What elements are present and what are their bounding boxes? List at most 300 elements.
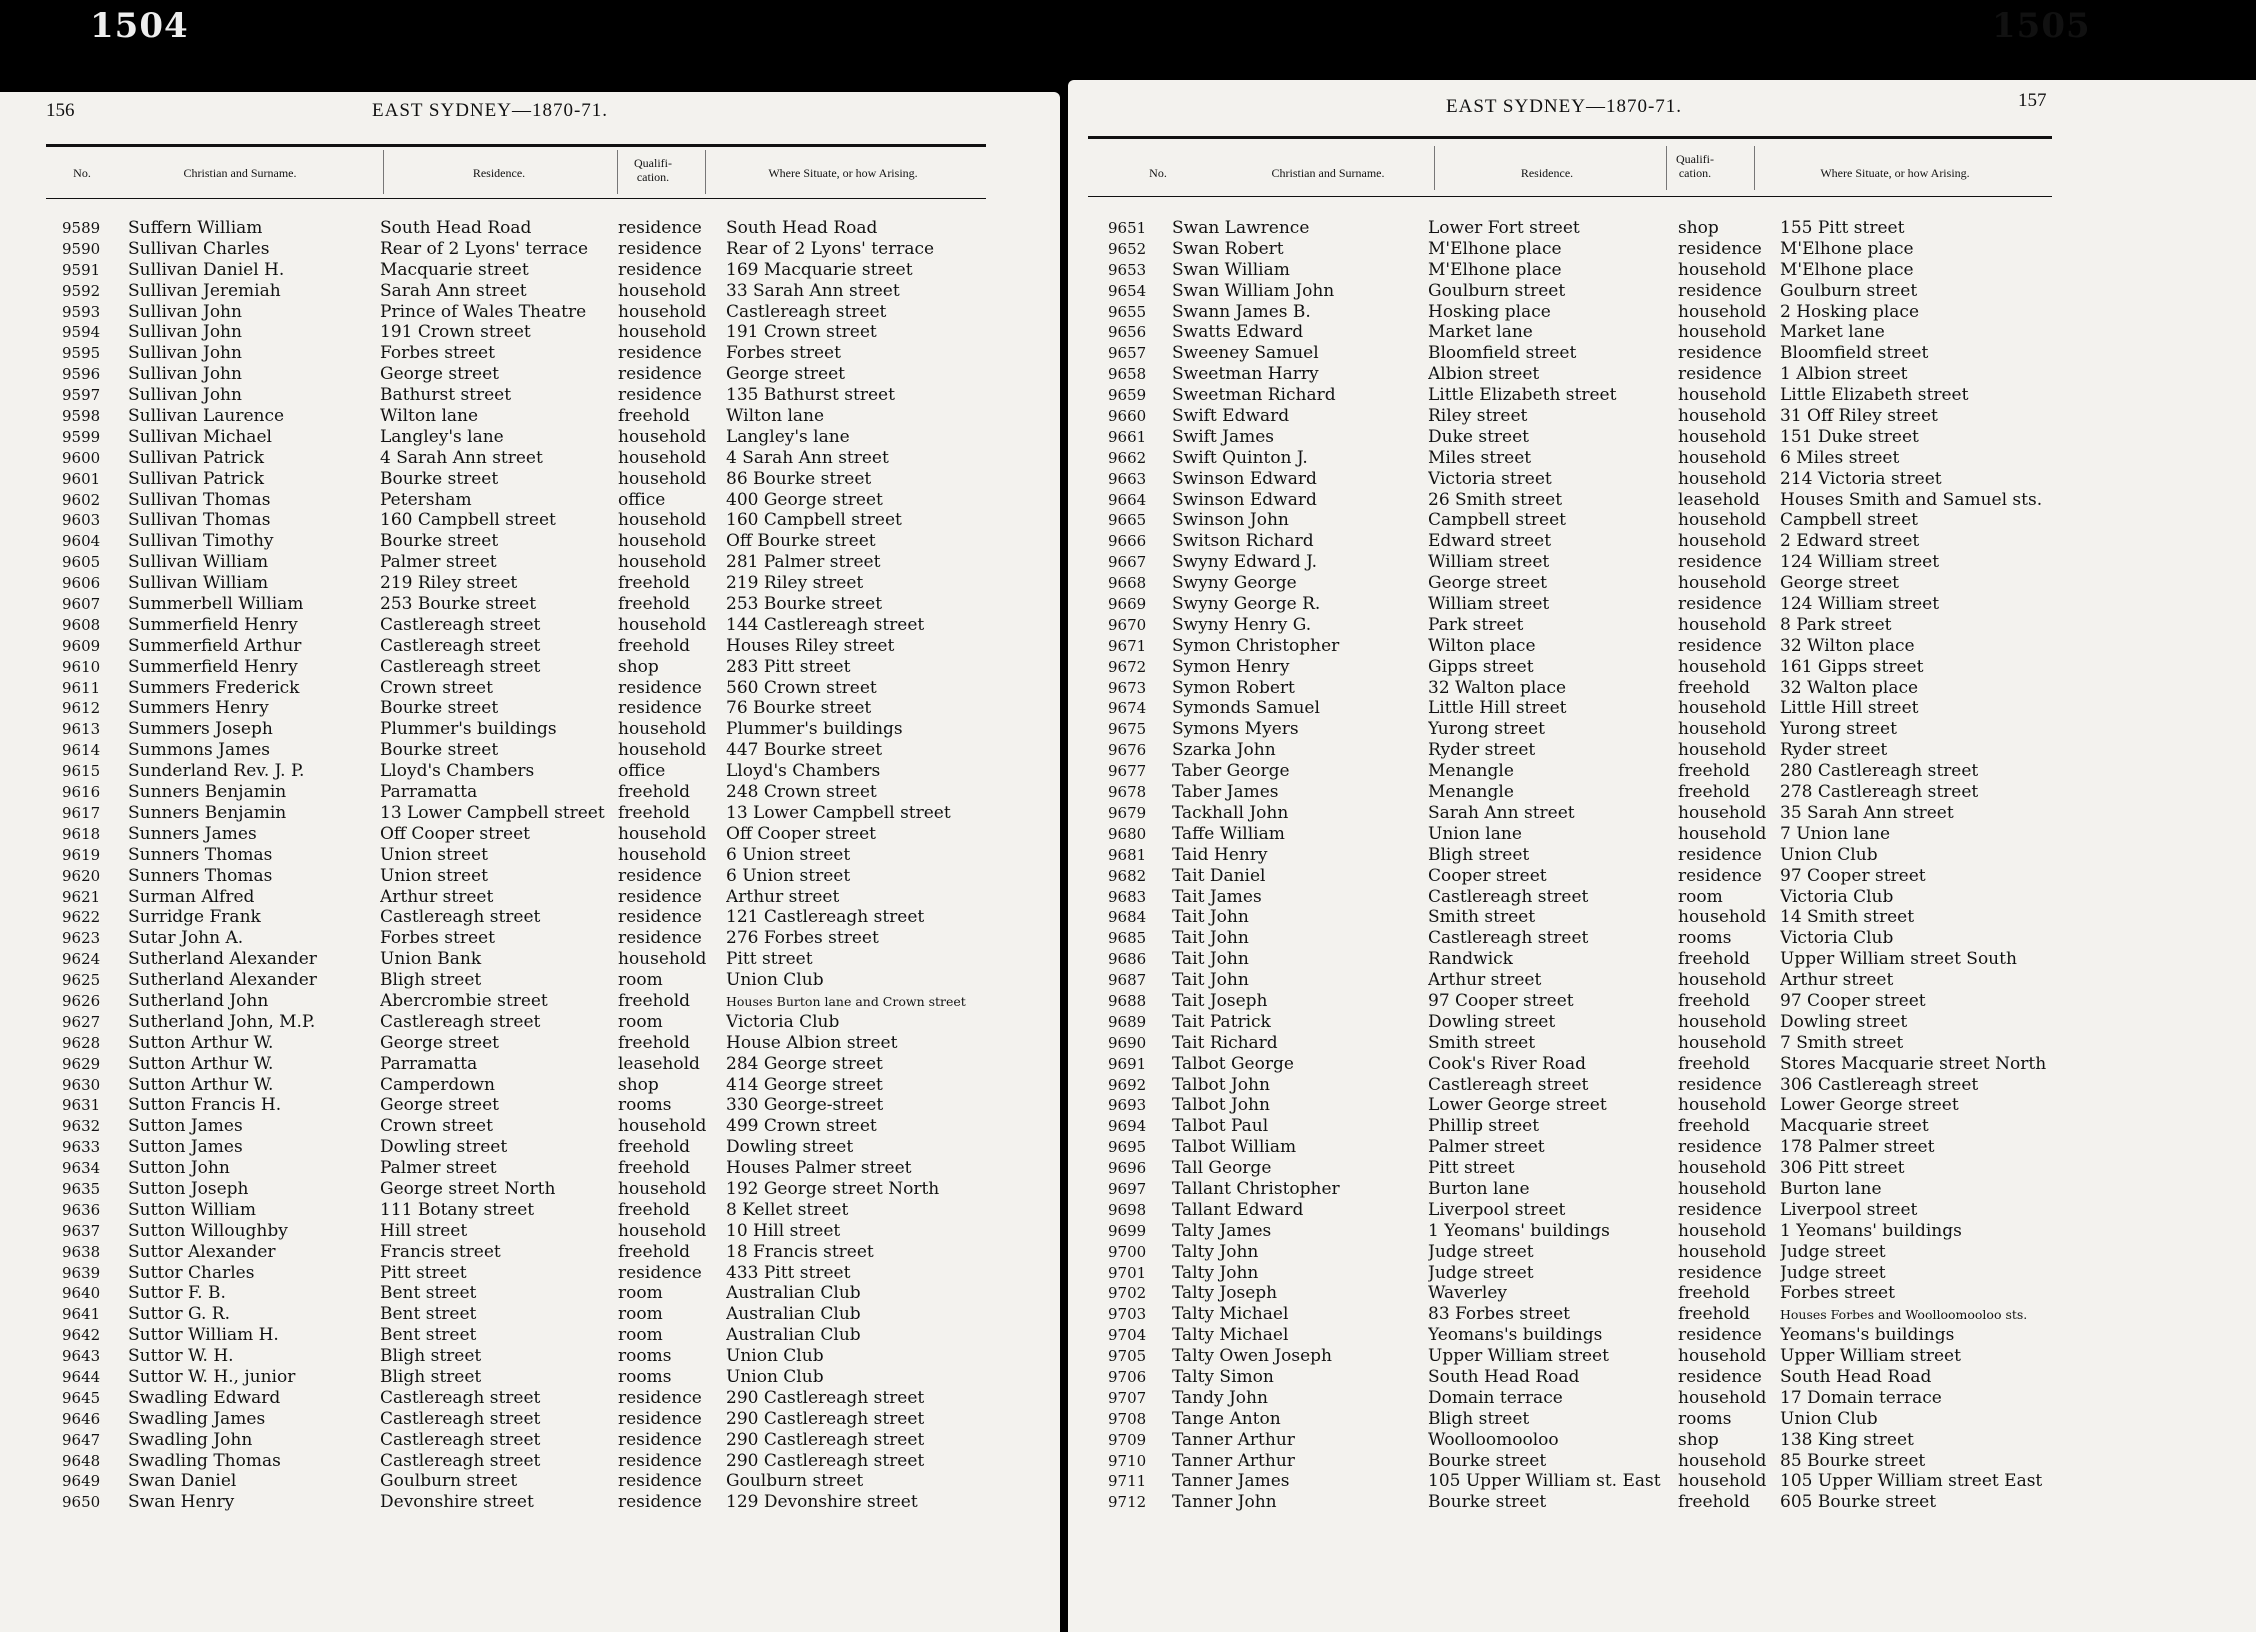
- right-page: [1068, 80, 2256, 1632]
- where-situate: 76 Bourke street: [726, 698, 872, 719]
- voter-name: Sunderland Rev. J. P.: [128, 761, 305, 782]
- table-row: [0, 970, 1060, 991]
- table-row: [0, 782, 1060, 803]
- voter-name: Swan Henry: [128, 1492, 235, 1513]
- where-situate: 447 Bourke street: [726, 740, 883, 761]
- voter-name: Summons James: [128, 740, 271, 761]
- voter-name: Swyny George: [1172, 573, 1297, 594]
- col-divider: [383, 150, 384, 194]
- table-row: [0, 406, 1060, 427]
- where-situate: 219 Riley street: [726, 573, 864, 594]
- residence: Union Bank: [380, 949, 482, 970]
- residence: Goulburn street: [1428, 280, 1566, 301]
- entry-number: 9623: [62, 929, 101, 948]
- residence: Rear of 2 Lyons' terrace: [380, 238, 589, 259]
- table-row: [0, 1325, 1060, 1346]
- where-situate: 178 Palmer street: [1780, 1137, 1935, 1158]
- residence: Albion street: [1428, 364, 1540, 385]
- table-row: [1068, 281, 2256, 302]
- table-row: [1068, 406, 2256, 427]
- qualification: rooms: [1678, 928, 1732, 949]
- residence: Macquarie street: [380, 259, 529, 280]
- voter-name: Taber George: [1172, 761, 1290, 782]
- qualification: residence: [618, 677, 702, 698]
- voter-name: Tait Joseph: [1172, 990, 1268, 1011]
- table-row: [0, 385, 1060, 406]
- entry-number: 9695: [1108, 1138, 1147, 1157]
- where-situate: George street: [726, 364, 845, 385]
- voter-name: Suttor Alexander: [128, 1241, 276, 1262]
- left-page-number: 156: [46, 100, 75, 121]
- voter-name: Tait John: [1172, 907, 1249, 928]
- voter-name: Tait John: [1172, 949, 1249, 970]
- qualification: household: [1678, 698, 1767, 719]
- voter-name: Sweetman Richard: [1172, 385, 1336, 406]
- where-situate: 14 Smith street: [1780, 907, 1915, 928]
- voter-name: Tait John: [1172, 928, 1249, 949]
- voter-name: Taber James: [1172, 782, 1279, 803]
- qualification: residence: [1678, 635, 1762, 656]
- voter-name: Sullivan William: [128, 573, 269, 594]
- voter-name: Swatts Edward: [1172, 322, 1304, 343]
- residence: Little Elizabeth street: [1428, 385, 1617, 406]
- entry-number: 9681: [1108, 845, 1147, 864]
- where-situate: 281 Palmer street: [726, 552, 881, 573]
- voter-name: Tait Patrick: [1172, 1011, 1271, 1032]
- header-rule-top: [1088, 136, 2052, 139]
- col-header-residence: Residence.: [472, 166, 526, 180]
- qualification: residence: [618, 1387, 702, 1408]
- qualification: household: [618, 1178, 707, 1199]
- table-row: [0, 281, 1060, 302]
- qualification: room: [618, 1304, 663, 1325]
- entry-number: 9657: [1108, 344, 1147, 363]
- voter-name: Talbot John: [1172, 1095, 1270, 1116]
- qualification: household: [1678, 970, 1767, 991]
- entry-number: 9709: [1108, 1430, 1147, 1449]
- voter-name: Tanner Arthur: [1172, 1450, 1295, 1471]
- where-situate: 6 Union street: [726, 865, 851, 886]
- voter-name: Talty Owen Joseph: [1172, 1346, 1332, 1367]
- voter-name: Sutton Joseph: [128, 1178, 249, 1199]
- residence: 97 Cooper street: [1428, 990, 1574, 1011]
- residence: Plummer's buildings: [380, 719, 557, 740]
- residence: Campbell street: [1428, 510, 1567, 531]
- residence: Judge street: [1428, 1241, 1534, 1262]
- voter-name: Suttor F. B.: [128, 1283, 226, 1304]
- where-situate: 290 Castlereagh street: [726, 1387, 925, 1408]
- table-row: [1068, 1471, 2256, 1492]
- voter-name: Sullivan Patrick: [128, 468, 265, 489]
- where-situate: 253 Bourke street: [726, 594, 883, 615]
- entry-number: 9630: [62, 1075, 101, 1094]
- voter-name: Suttor W. H., junior: [128, 1366, 296, 1387]
- residence: Hill street: [380, 1220, 468, 1241]
- qualification: residence: [618, 238, 702, 259]
- table-row: [1068, 907, 2256, 928]
- voter-name: Tait James: [1172, 886, 1262, 907]
- qualification: household: [1678, 823, 1767, 844]
- voter-name: Swan Daniel: [128, 1471, 237, 1492]
- qualification: leasehold: [618, 1053, 700, 1074]
- table-row: [0, 427, 1060, 448]
- entry-number: 9619: [62, 845, 101, 864]
- where-situate: 306 Castlereagh street: [1780, 1074, 1979, 1095]
- entry-number: 9614: [62, 741, 101, 760]
- table-row: [1068, 719, 2256, 740]
- table-row: [0, 1054, 1060, 1075]
- table-row: [1068, 1200, 2256, 1221]
- entry-number: 9617: [62, 803, 101, 822]
- table-row: [1068, 1451, 2256, 1472]
- voter-name: Sutar John A.: [128, 928, 244, 949]
- entry-number: 9653: [1108, 260, 1147, 279]
- where-situate: Yeomans's buildings: [1780, 1325, 1955, 1346]
- table-row: [1068, 803, 2256, 824]
- table-row: [0, 928, 1060, 949]
- voter-name: Swan Lawrence: [1172, 218, 1310, 238]
- qualification: shop: [618, 656, 659, 677]
- table-row: [1068, 552, 2256, 573]
- residence: 105 Upper William st. East: [1428, 1471, 1661, 1492]
- voter-name: Switson Richard: [1172, 531, 1314, 552]
- entry-number: 9631: [62, 1096, 101, 1115]
- col-header-name: Christian and Surname.: [183, 166, 297, 180]
- where-situate: 138 King street: [1780, 1429, 1914, 1450]
- residence: Waverley: [1428, 1283, 1508, 1304]
- qualification: freehold: [618, 802, 691, 823]
- residence: Castlereagh street: [380, 1011, 541, 1032]
- residence: Bourke street: [1428, 1492, 1547, 1513]
- voter-name: Sunners James: [128, 823, 257, 844]
- entry-number: 9712: [1108, 1493, 1147, 1512]
- voter-name: Tanner Arthur: [1172, 1429, 1295, 1450]
- qualification: residence: [1678, 1262, 1762, 1283]
- voter-name: Summers Henry: [128, 698, 269, 719]
- col-divider: [1754, 146, 1755, 190]
- where-situate: Union Club: [726, 970, 824, 991]
- qualification: residence: [1678, 1137, 1762, 1158]
- voter-name: Sutton Arthur W.: [128, 1074, 274, 1095]
- voter-name: Sullivan Michael: [128, 426, 272, 447]
- qualification: freehold: [1678, 782, 1751, 803]
- voter-name: Summerfield Henry: [128, 614, 298, 635]
- entry-number: 9710: [1108, 1451, 1147, 1470]
- where-situate: Goulburn street: [1780, 280, 1918, 301]
- where-situate: Dowling street: [1780, 1011, 1908, 1032]
- voter-name: Swift James: [1172, 426, 1275, 447]
- entry-number: 9702: [1108, 1284, 1147, 1303]
- qualification: freehold: [1678, 1492, 1751, 1513]
- where-situate: 17 Domain terrace: [1780, 1387, 1942, 1408]
- voter-name: Sutton John: [128, 1158, 230, 1179]
- where-situate: George street: [1780, 573, 1899, 594]
- where-situate: 414 George street: [726, 1074, 883, 1095]
- entry-number: 9655: [1108, 302, 1147, 321]
- table-row: [0, 1075, 1060, 1096]
- table-row: [0, 1116, 1060, 1137]
- where-situate: Langley's lane: [726, 426, 850, 447]
- qualification: household: [1678, 1471, 1767, 1492]
- voter-name: Talbot William: [1172, 1137, 1297, 1158]
- qualification: room: [618, 970, 663, 991]
- residence: Castlereagh street: [380, 635, 541, 656]
- table-row: [1068, 615, 2256, 636]
- residence: Bloomfield street: [1428, 343, 1577, 364]
- voter-name: Sutton Francis H.: [128, 1095, 282, 1116]
- residence: 191 Crown street: [380, 322, 531, 343]
- entry-number: 9674: [1108, 699, 1147, 718]
- qualification: freehold: [618, 1137, 691, 1158]
- entry-number: 9616: [62, 783, 101, 802]
- table-row: [0, 1346, 1060, 1367]
- table-row: [1068, 866, 2256, 887]
- residence: Sarah Ann street: [1428, 802, 1575, 823]
- where-situate: Forbes street: [1780, 1283, 1895, 1304]
- qualification: room: [618, 1325, 663, 1346]
- where-situate: Australian Club: [726, 1283, 861, 1304]
- voter-name: Sutherland John: [128, 990, 269, 1011]
- voter-name: Tanner John: [1172, 1492, 1277, 1513]
- entry-number: 9601: [62, 469, 101, 488]
- where-situate: 135 Bathurst street: [726, 385, 895, 406]
- table-row: [1068, 490, 2256, 511]
- entry-number: 9693: [1108, 1096, 1147, 1115]
- voter-name: Sullivan Thomas: [128, 489, 271, 510]
- where-situate: 161 Gipps street: [1780, 656, 1924, 677]
- where-situate: 8 Park street: [1780, 614, 1892, 635]
- where-situate: Houses Burton lane and Crown street: [726, 993, 966, 1009]
- table-row: [0, 510, 1060, 531]
- residence: M'Elhone place: [1428, 238, 1562, 259]
- residence: Burton lane: [1428, 1178, 1530, 1199]
- residence: Cooper street: [1428, 865, 1547, 886]
- qualification: residence: [618, 218, 702, 238]
- residence: Bligh street: [380, 970, 482, 991]
- residence: Sarah Ann street: [380, 280, 527, 301]
- entry-number: 9682: [1108, 866, 1147, 885]
- residence: Wilton place: [1428, 635, 1536, 656]
- qualification: residence: [618, 1471, 702, 1492]
- table-row: [0, 845, 1060, 866]
- voter-name: Suffern William: [128, 218, 263, 238]
- entry-number: 9675: [1108, 720, 1147, 739]
- voter-name: Symon Robert: [1172, 677, 1295, 698]
- entry-number: 9696: [1108, 1159, 1147, 1178]
- residence: Duke street: [1428, 426, 1529, 447]
- right-entries-table: [1068, 218, 2256, 1513]
- entry-number: 9678: [1108, 783, 1147, 802]
- entry-number: 9656: [1108, 323, 1147, 342]
- where-situate: Lower George street: [1780, 1095, 1959, 1116]
- qualification: rooms: [618, 1366, 672, 1387]
- entry-number: 9603: [62, 511, 101, 530]
- qualification: household: [1678, 259, 1767, 280]
- residence: 26 Smith street: [1428, 489, 1563, 510]
- where-situate: Plummer's buildings: [726, 719, 903, 740]
- table-row: [1068, 1116, 2256, 1137]
- residence: Crown street: [380, 1116, 493, 1137]
- where-situate: 85 Bourke street: [1780, 1450, 1926, 1471]
- residence: Castlereagh street: [380, 1429, 541, 1450]
- entry-number: 9673: [1108, 678, 1147, 697]
- residence: Menangle: [1428, 782, 1514, 803]
- table-row: [1068, 740, 2256, 761]
- where-situate: 290 Castlereagh street: [726, 1429, 925, 1450]
- residence: M'Elhone place: [1428, 259, 1562, 280]
- qualification: freehold: [1678, 1283, 1751, 1304]
- table-row: [1068, 1430, 2256, 1451]
- table-row: [1068, 887, 2256, 908]
- voter-name: Swift Edward: [1172, 406, 1290, 427]
- qualification: household: [618, 949, 707, 970]
- entry-number: 9688: [1108, 991, 1147, 1010]
- entry-number: 9662: [1108, 448, 1147, 467]
- residence: Prince of Wales Theatre: [380, 301, 587, 322]
- right-folio-stamp: 1505: [1992, 6, 2091, 46]
- table-row: [0, 678, 1060, 699]
- residence: 253 Bourke street: [380, 594, 537, 615]
- entry-number: 9687: [1108, 971, 1147, 990]
- voter-name: Swinson John: [1172, 510, 1289, 531]
- residence: Bligh street: [380, 1366, 482, 1387]
- entry-number: 9692: [1108, 1075, 1147, 1094]
- where-situate: 400 George street: [726, 489, 883, 510]
- table-row: [0, 1242, 1060, 1263]
- entry-number: 9594: [62, 323, 101, 342]
- voter-name: Tait Richard: [1172, 1032, 1278, 1053]
- residence: Arthur street: [1428, 970, 1542, 991]
- where-situate: Liverpool street: [1780, 1199, 1918, 1220]
- entry-number: 9694: [1108, 1117, 1147, 1136]
- qualification: household: [618, 468, 707, 489]
- residence: Park street: [1428, 614, 1524, 635]
- voter-name: Talbot John: [1172, 1074, 1270, 1095]
- where-situate: 86 Bourke street: [726, 468, 872, 489]
- residence: Randwick: [1428, 949, 1513, 970]
- residence: Crown street: [380, 677, 493, 698]
- table-row: [0, 1492, 1060, 1513]
- entry-number: 9628: [62, 1033, 101, 1052]
- qualification: household: [1678, 907, 1767, 928]
- entry-number: 9666: [1108, 532, 1147, 551]
- where-situate: Goulburn street: [726, 1471, 864, 1492]
- voter-name: Sutherland Alexander: [128, 949, 317, 970]
- residence: 111 Botany street: [380, 1199, 535, 1220]
- where-situate: Arthur street: [726, 886, 840, 907]
- where-situate: Off Bourke street: [726, 531, 876, 552]
- voter-name: Suttor G. R.: [128, 1304, 231, 1325]
- table-row: [0, 364, 1060, 385]
- qualification: freehold: [618, 1032, 691, 1053]
- qualification: household: [618, 740, 707, 761]
- where-situate: 32 Walton place: [1780, 677, 1919, 698]
- table-row: [0, 1179, 1060, 1200]
- where-situate: South Head Road: [726, 218, 878, 238]
- residence: Bent street: [380, 1304, 477, 1325]
- table-row: [0, 887, 1060, 908]
- qualification: freehold: [1678, 677, 1751, 698]
- qualification: household: [618, 447, 707, 468]
- residence: Yurong street: [1428, 719, 1545, 740]
- voter-name: Sutton James: [128, 1137, 243, 1158]
- qualification: freehold: [618, 573, 691, 594]
- residence: Wilton lane: [380, 406, 479, 427]
- where-situate: Upper William street South: [1780, 949, 2017, 970]
- entry-number: 9644: [62, 1367, 101, 1386]
- voter-name: Suttor William H.: [128, 1325, 279, 1346]
- voter-name: Summers Frederick: [128, 677, 300, 698]
- voter-name: Talty Simon: [1172, 1366, 1274, 1387]
- table-row: [1068, 970, 2256, 991]
- qualification: household: [1678, 531, 1767, 552]
- qualification: residence: [618, 928, 702, 949]
- qualification: household: [618, 301, 707, 322]
- voter-name: Sullivan Jeremiah: [128, 280, 281, 301]
- entry-number: 9679: [1108, 803, 1147, 822]
- residence: Palmer street: [1428, 1137, 1545, 1158]
- table-row: [0, 490, 1060, 511]
- entry-number: 9684: [1108, 908, 1147, 927]
- where-situate: Castlereagh street: [726, 301, 887, 322]
- left-page: [0, 92, 1060, 1632]
- entry-number: 9641: [62, 1305, 101, 1324]
- entry-number: 9599: [62, 427, 101, 446]
- table-row: [0, 1283, 1060, 1304]
- residence: Yeomans's buildings: [1428, 1325, 1603, 1346]
- entry-number: 9676: [1108, 741, 1147, 760]
- entry-number: 9597: [62, 386, 101, 405]
- col-divider: [617, 150, 618, 194]
- where-situate: 6 Union street: [726, 844, 851, 865]
- table-row: [1068, 469, 2256, 490]
- residence: Union street: [380, 865, 488, 886]
- where-situate: Pitt street: [726, 949, 813, 970]
- qualification: room: [1678, 886, 1723, 907]
- where-situate: 13 Lower Campbell street: [726, 802, 951, 823]
- qualification: residence: [618, 259, 702, 280]
- qualification: residence: [618, 364, 702, 385]
- where-situate: 97 Cooper street: [1780, 865, 1926, 886]
- where-situate: 105 Upper William street East: [1780, 1471, 2043, 1492]
- residence: Castlereagh street: [380, 614, 541, 635]
- voter-name: Tange Anton: [1172, 1408, 1281, 1429]
- residence: 1 Yeomans' buildings: [1428, 1220, 1610, 1241]
- voter-name: Talty Michael: [1172, 1325, 1289, 1346]
- table-row: [0, 1409, 1060, 1430]
- voter-name: Sunners Thomas: [128, 844, 273, 865]
- table-row: [0, 1137, 1060, 1158]
- entry-number: 9635: [62, 1179, 101, 1198]
- voter-name: Summerbell William: [128, 594, 304, 615]
- voter-name: Sweetman Harry: [1172, 364, 1319, 385]
- voter-name: Taid Henry: [1172, 844, 1268, 865]
- table-row: [0, 615, 1060, 636]
- residence: 32 Walton place: [1428, 677, 1567, 698]
- qualification: residence: [1678, 844, 1762, 865]
- qualification: shop: [1678, 218, 1719, 238]
- qualification: freehold: [1678, 990, 1751, 1011]
- residence: Judge street: [1428, 1262, 1534, 1283]
- entry-number: 9650: [62, 1493, 101, 1512]
- header-rule-top: [46, 144, 986, 147]
- table-row: [0, 1200, 1060, 1221]
- residence: Castlereagh street: [1428, 928, 1589, 949]
- voter-name: Tait John: [1172, 970, 1249, 991]
- where-situate: 433 Pitt street: [726, 1262, 851, 1283]
- table-row: [1068, 1263, 2256, 1284]
- where-situate: Campbell street: [1780, 510, 1919, 531]
